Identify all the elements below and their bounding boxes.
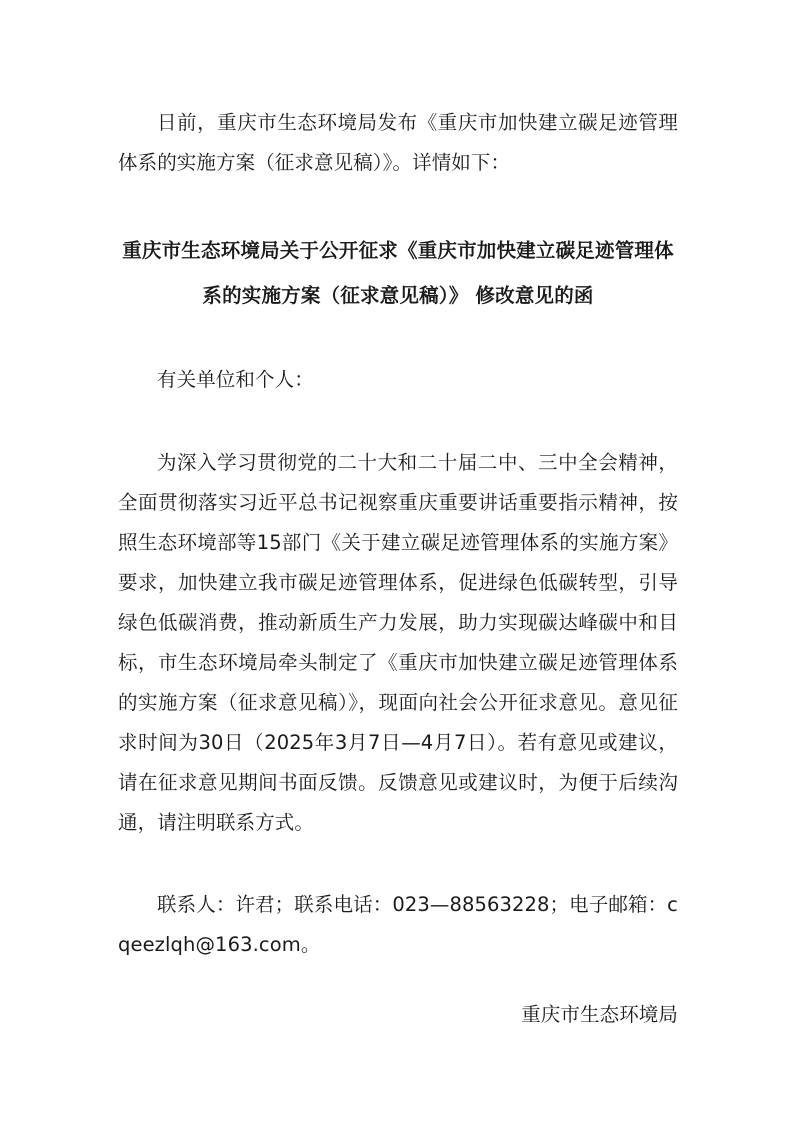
document-title-line-2: 系的实施方案（征求意见稿）》 修改意见的函	[202, 284, 594, 307]
document-content	[118, 0, 678, 1035]
contact-paragraph: 联系人：许君；联系电话：023—88563228；电子邮箱：cqeezlqh@163.com。	[118, 893, 678, 956]
signature-issuing-authority: 重庆市生态环境局	[521, 1003, 678, 1026]
greeting-line: 有关单位和个人：	[157, 368, 314, 391]
document-title	[118, 228, 678, 318]
intro-paragraph: 日前，重庆市生态环境局发布《重庆市加快建立碳足迹管理体系的实施方案（征求意见稿）》。详情如下：	[118, 111, 678, 174]
document-title-line-1: 重庆市生态环境局关于公开征求《重庆市加快建立碳足迹管理体	[122, 239, 674, 262]
body-paragraph: 为深入学习贯彻党的二十大和二十届二中、三中全会精神，全面贯彻落实习近平总书记视察重庆重要讲话重要指示精神，按照生态环境部等15部门《关于建立碳足迹管理体系的实施方案》要求，加快建立我市碳足迹管理体系，促进绿色低碳转型，引导绿色低碳消费，推动新质生产力发展，助力实现碳达峰碳中和目标，市生态环境局牵头制定了《重庆市加快建立碳足迹管理体系的实施方案（征求意见稿）》，现面向社会公开征求意见。意见征求时间为30日（2025年3月7日—4月7日）。若有意见或建议，请在征求意见期间书面反馈。反馈意见或建议时，为便于后续沟通，请注明联系方式。	[118, 451, 678, 834]
